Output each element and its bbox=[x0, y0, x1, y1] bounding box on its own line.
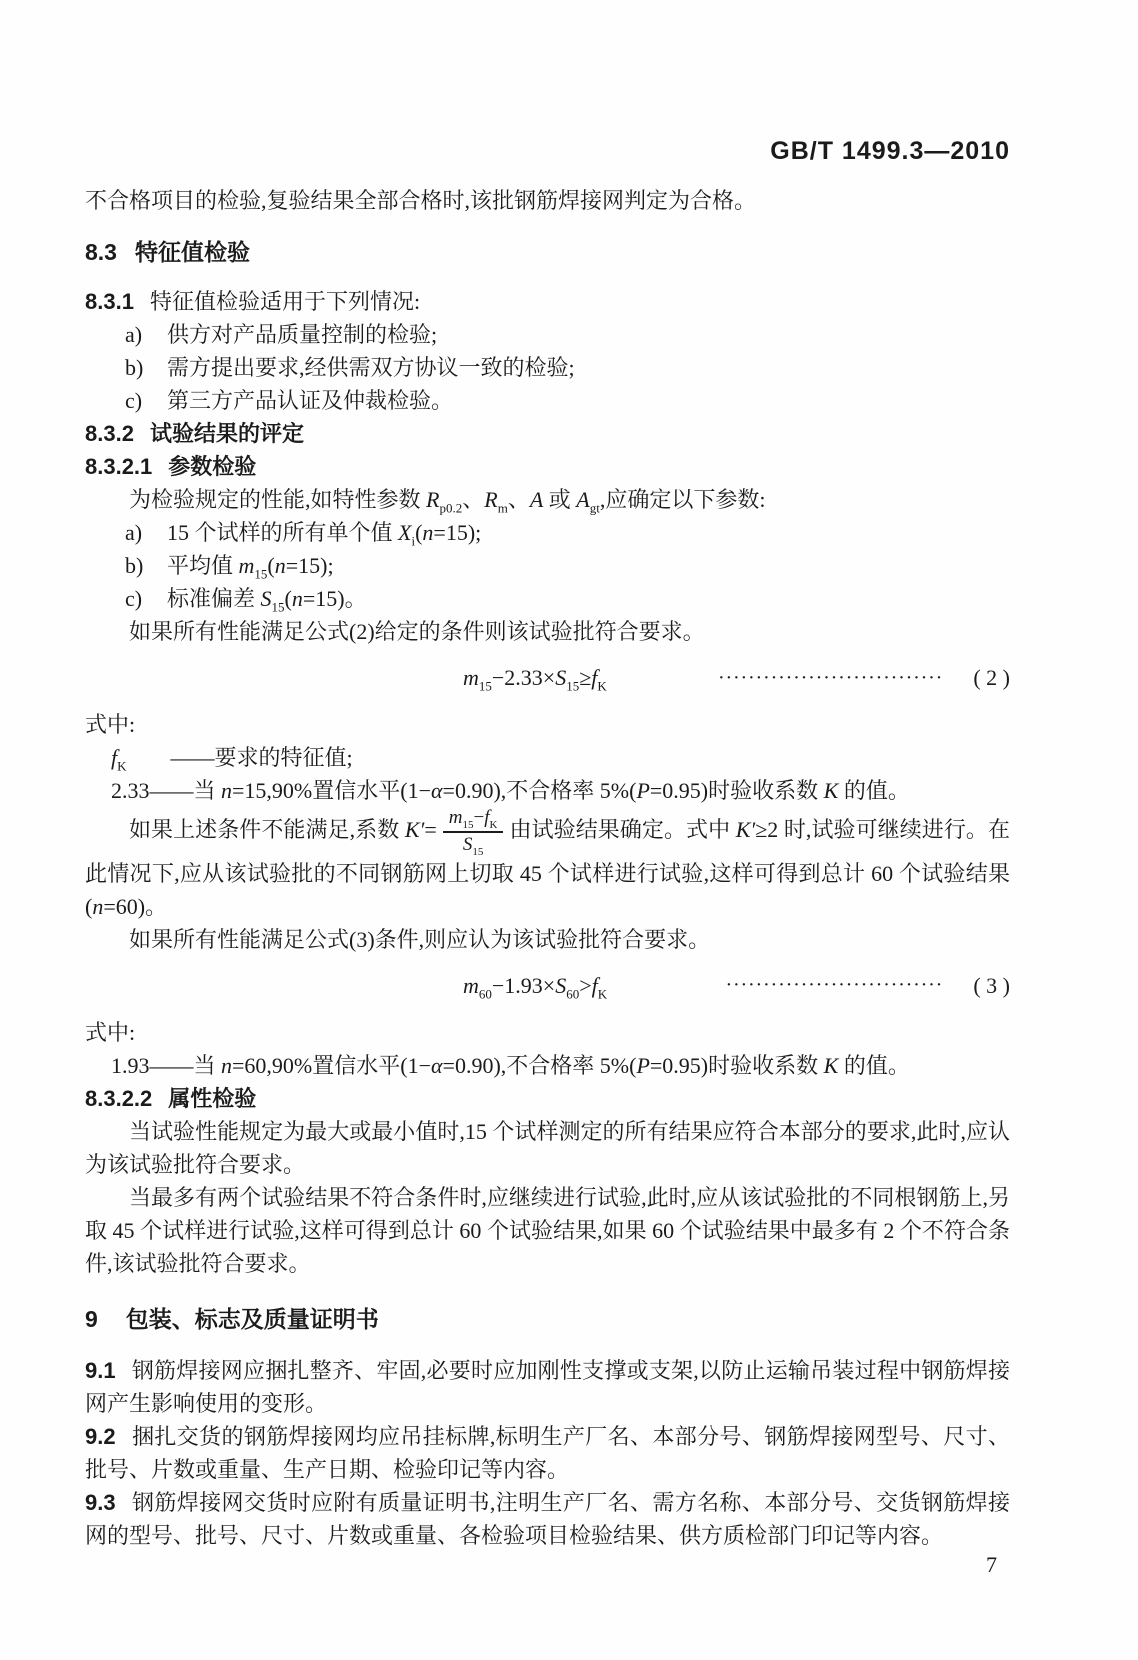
list-label: b) bbox=[125, 355, 144, 380]
formula-2 bbox=[85, 656, 1010, 700]
condition-formula-2: 如果所有性能满足公式(2)给定的条件则该试验批符合要求。 bbox=[129, 619, 705, 644]
definition-1-93: 1.93——当 n=60,90%置信水平(1−α=0.90),不合格率 5%(P=0.95)时验收系数 K 的值。 bbox=[111, 1052, 910, 1078]
formula-dots: ······························ bbox=[718, 669, 944, 686]
clause-text: 特征值检验适用于下列情况: bbox=[149, 289, 421, 314]
condition-formula-3: 如果所有性能满足公式(3)条件,则应认为该试验批符合要求。 bbox=[129, 926, 711, 952]
clause-9-1 bbox=[85, 1354, 1010, 1420]
list-text: 供方对产品质量控制的检验; bbox=[167, 322, 438, 347]
clause-8-3-2-1 bbox=[85, 450, 1010, 483]
list-item-a bbox=[85, 318, 1010, 351]
formula-2-expression: $m_{15}-2.33\times S_{15}\ge f_K$ bbox=[463, 665, 607, 694]
list-item-c bbox=[85, 582, 1010, 615]
clause-9-2 bbox=[85, 1420, 1010, 1486]
clause-title: 属性检验 bbox=[168, 1085, 257, 1111]
parameters-intro: 为检验规定的性能,如特性参数 $R_{p0.2}$、$R_m$、A 或 $A_{gt}$,应确定以下参数: bbox=[129, 487, 766, 516]
formula-number: ( 3 ) bbox=[973, 972, 1010, 998]
page-content bbox=[85, 138, 1010, 1552]
list-text: 平均值 $m_{15}(n=15)$; bbox=[167, 553, 334, 582]
definition-fk: $f_K$ ——要求的特征值; bbox=[111, 745, 353, 774]
standard-number-header: GB/T 1499.3—2010 bbox=[770, 137, 1010, 165]
list-label: b) bbox=[125, 553, 144, 578]
definition-2-33: 2.33——当 n=15,90%置信水平(1−α=0.90),不合格率 5%(P=0.95)时验收系数 K 的值。 bbox=[111, 778, 910, 803]
clause-text: 钢筋焊接网应捆扎整齐、牢固,必要时应加刚性支撑或支架,以防止运输吊装过程中钢筋焊接网产生影响使用的变形。 bbox=[85, 1357, 1010, 1416]
clause-number: 9 bbox=[85, 1305, 98, 1332]
list-item-b bbox=[85, 351, 1010, 384]
formula-3-expression: $m_{60}-1.93\times S_{60}>f_K$ bbox=[463, 972, 608, 1001]
clause-text: 钢筋焊接网交货时应附有质量证明书,注明生产厂名、需方名称、本部分号、交货钢筋焊接网的型号、批号、尺寸、片数或重量、各检验项目检验结果、供方质检部门印记等内容。 bbox=[85, 1489, 1010, 1548]
clause-number: 8.3.1 bbox=[85, 289, 134, 314]
list-item-c bbox=[85, 384, 1010, 417]
clause-title: 包装、标志及质量证明书 bbox=[125, 1305, 379, 1332]
attribute-test-paragraph-1: 当试验性能规定为最大或最小值时,15 个试样测定的所有结果应符合本部分的要求,此时,应认为该试验批符合要求。 bbox=[85, 1118, 1010, 1177]
where-label: 式中: bbox=[85, 712, 136, 737]
clause-8-3-1 bbox=[85, 285, 1010, 318]
clause-number: 8.3.2.2 bbox=[85, 1085, 153, 1111]
list-label: c) bbox=[125, 586, 143, 611]
clause-8-3-2-2 bbox=[85, 1082, 1010, 1115]
page-number: 7 bbox=[986, 1552, 997, 1577]
carryover-paragraph: 不合格项目的检验,复验结果全部合格时,该批钢筋焊接网判定为合格。 bbox=[85, 188, 757, 213]
list-text: 15 个试样的所有单个值 $X_i(n=15)$; bbox=[167, 520, 482, 549]
clause-title: 特征值检验 bbox=[134, 239, 250, 265]
list-item-a bbox=[85, 516, 1010, 549]
list-item-b bbox=[85, 549, 1010, 582]
clause-title: 参数检验 bbox=[168, 454, 257, 479]
clause-number: 8.3.2 bbox=[85, 421, 134, 446]
formula-dots: ····························· bbox=[726, 977, 944, 994]
clause-number: 8.3.2.1 bbox=[85, 454, 153, 479]
list-text: 标准偏差 $S_{15}(n=15)$。 bbox=[167, 586, 367, 615]
list-label: a) bbox=[125, 322, 143, 347]
heading-9 bbox=[85, 1304, 1010, 1334]
formula-3 bbox=[85, 964, 1010, 1008]
kprime-paragraph: 如果上述条件不能满足,系数 K′= $\frac{m_{15}-f_K}{S_{15}}$ 由试验结果确定。式中 K′≥2 时,试验可继续进行。在此情况下,应从该试验批的不同钢筋网上切取 45 个试样进行试验,这样可得到总计 60 个试验结果(n=60)。 bbox=[85, 807, 1010, 919]
clause-number: 8.3 bbox=[85, 239, 117, 265]
clause-number: 9.2 bbox=[85, 1423, 116, 1449]
list-text: 第三方产品认证及仲裁检验。 bbox=[167, 388, 454, 413]
clause-9-3 bbox=[85, 1486, 1010, 1552]
list-label: a) bbox=[125, 520, 143, 545]
heading-8-3 bbox=[85, 237, 1010, 267]
clause-number: 9.3 bbox=[85, 1489, 116, 1515]
where-label: 式中: bbox=[85, 1019, 136, 1045]
attribute-test-paragraph-2: 当最多有两个试验结果不符合条件时,应继续进行试验,此时,应从该试验批的不同根钢筋上,另取 45 个试样进行试验,这样可得到总计 60 个试验结果,如果 60 个试验结果中最多有 2 个不符合条件,该试验批符合要求。 bbox=[85, 1184, 1010, 1276]
clause-text: 捆扎交货的钢筋焊接网均应吊挂标牌,标明生产厂名、本部分号、钢筋焊接网型号、尺寸、批号、片数或重量、生产日期、检验印记等内容。 bbox=[85, 1423, 1010, 1482]
list-text: 需方提出要求,经供需双方协议一致的检验; bbox=[167, 355, 575, 380]
clause-title: 试验结果的评定 bbox=[149, 421, 304, 446]
clause-number: 9.1 bbox=[85, 1357, 116, 1383]
clause-8-3-2 bbox=[85, 417, 1010, 450]
list-label: c) bbox=[125, 388, 143, 413]
formula-number: ( 2 ) bbox=[973, 665, 1010, 690]
